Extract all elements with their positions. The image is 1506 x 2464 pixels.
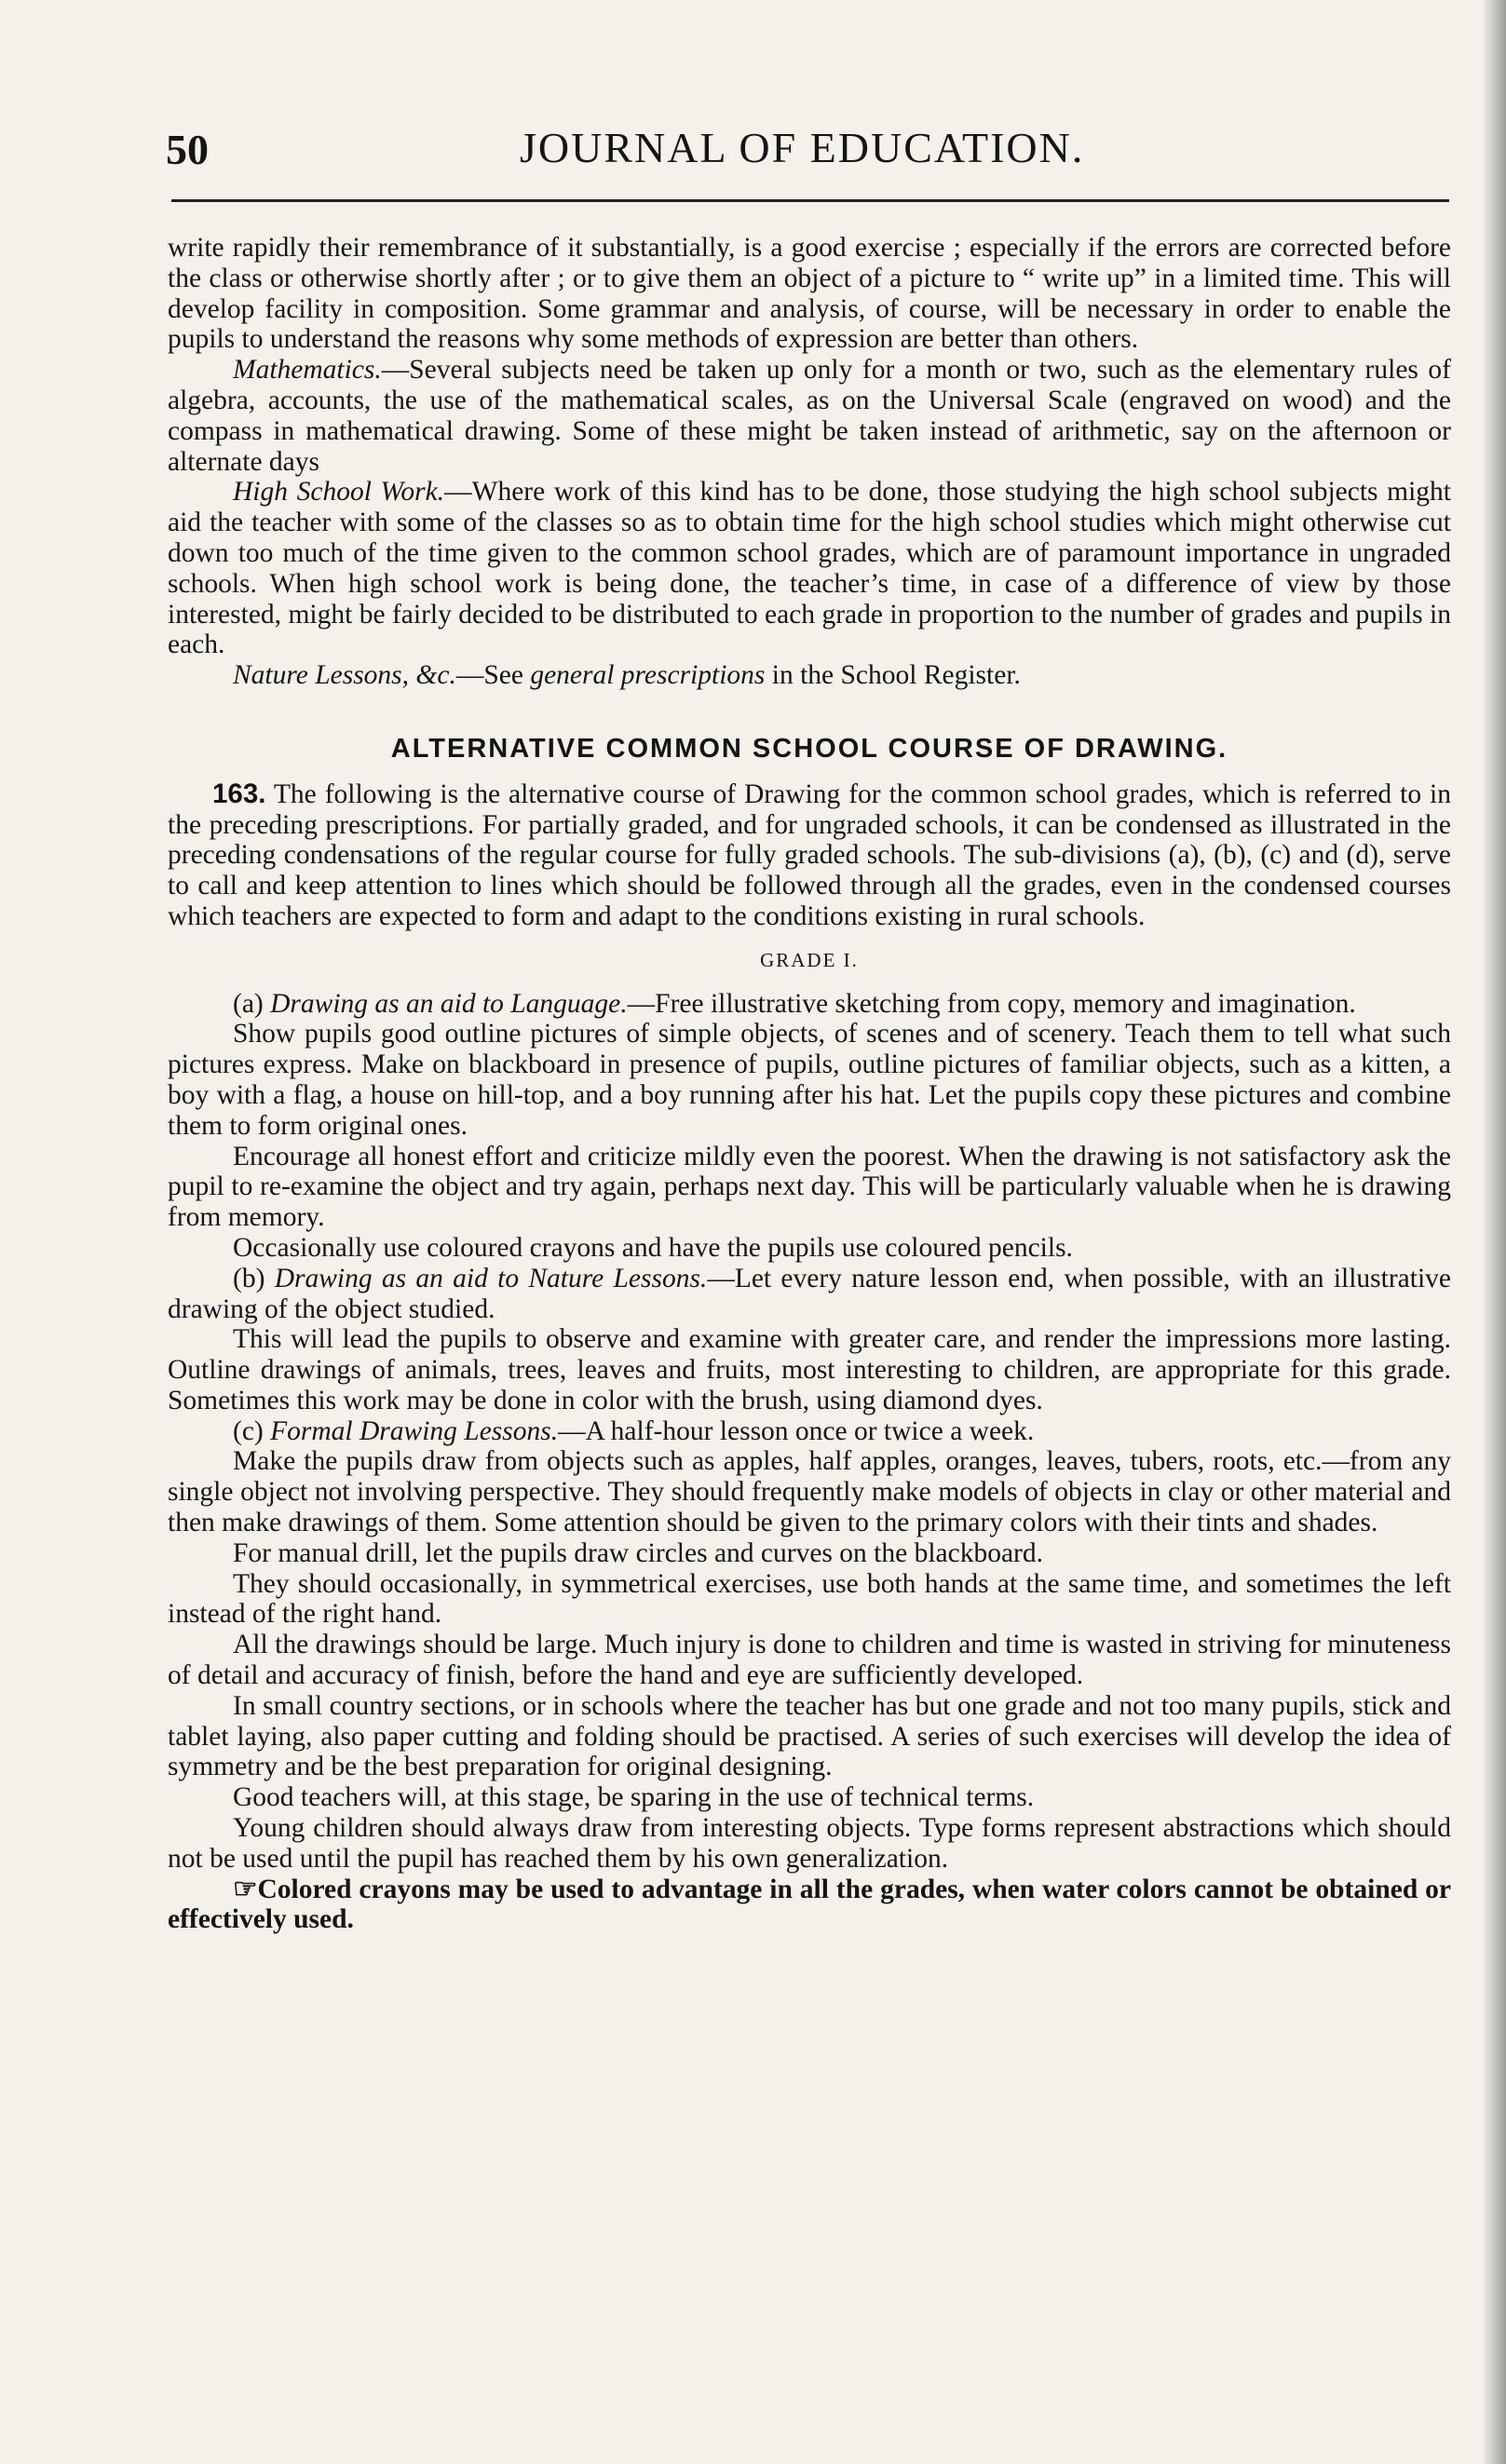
- paragraph-c-6: Good teachers will, at this stage, be sparing in the use of technical terms.: [233, 1782, 1035, 1813]
- subsection-c-label: (c): [233, 1415, 271, 1446]
- nature-lessons-label: Nature Lessons, &c.: [233, 660, 456, 691]
- paragraph-c-1: Make the pupils draw from objects such as apples, half apples, oranges, leaves, tubers, roots, etc.—from any single object not involving perspective. They should frequently make models of objects in clay or other material and then make drawings of them. Some attention should be given to the primary colors with their tints and shades.: [168, 1446, 1451, 1538]
- paragraph-c-4: All the drawings should be large. Much injury is done to children and time is wasted in striving for minuteness of detail and accuracy of finish, before the hand and eye are sufficiently developed.: [168, 1630, 1451, 1691]
- mathematics-label: Mathematics.: [233, 355, 382, 386]
- section-heading: ALTERNATIVE COMMON SCHOOL COURSE OF DRAWING.: [390, 733, 1228, 764]
- paragraph-a-3: Occasionally use coloured crayons and have the pupils use coloured pencils.: [233, 1232, 1073, 1263]
- page-number: 50: [166, 126, 209, 173]
- subsection-c-heading: [168, 1416, 1451, 1447]
- paragraph-c-3: They should occasionally, in symmetrical exercises, use both hands at the same time, and sometimes the left instead of the right hand.: [168, 1568, 1451, 1630]
- subsection-a-heading: [168, 989, 1451, 1020]
- paragraph-mathematics: [168, 355, 1451, 477]
- page-edge-shadow: [1482, 0, 1506, 2464]
- page-header: [166, 119, 1451, 175]
- paragraph-high-school: [168, 477, 1451, 660]
- crayon-note-text: Colored crayons may be used to advantage in all the grades, when water colors cannot be obtained or effectively used.: [168, 1874, 1451, 1935]
- paragraph-a-1: Show pupils good outline pictures of simple objects, of scenes and of scenery. Teach them to tell what such pictures express. Make on blackboard in presence of pupils, outline pictures of familiar objects, such as a kitten, a boy with a flag, a house on hill-top, and a boy running after his hat. Let the pupils copy these pictures and combine them to form original ones.: [168, 1019, 1451, 1141]
- subsection-a-label: (a): [233, 988, 271, 1019]
- subsection-c-text: —A half-hour lesson once or twice a week.: [558, 1415, 1035, 1446]
- subsection-a-text: —Free illustrative sketching from copy, memory and imagination.: [627, 988, 1356, 1019]
- mathematics-text: —Several subjects need be taken up only for a month or two, such as the elementary rules of algebra, accounts, the use of the mathematical scales, as on the Universal Scale (engraved on wood) and the compass in mathematical drawing. Some of these might be taken instead of arithmetic, say on the afternoon or alternate days: [168, 355, 1451, 477]
- paragraph-b-1: This will lead the pupils to observe and examine with greater care, and render the impressions more lasting. Outline drawings of animals, trees, leaves and fruits, most interesting to children, are appropriate for this grade. Sometimes this work may be done in color with the brush, using diamond dyes.: [168, 1324, 1451, 1415]
- paragraph-section-intro: [168, 779, 1451, 932]
- pointing-hand-icon: ☞: [233, 1874, 258, 1904]
- paragraph-c-5: In small country sections, or in schools where the teacher has but one grade and not too many pupils, stick and tablet laying, also paper cutting and folding should be practised. A series of such exercises will develop the idea of symmetry and be the best preparation for original designing.: [168, 1690, 1451, 1782]
- running-title: JOURNAL OF EDUCATION.: [520, 124, 1085, 171]
- subsection-b-label: (b): [233, 1263, 275, 1293]
- section-number: 163.: [212, 778, 266, 809]
- header-rule: [171, 199, 1449, 202]
- subsection-b-text: —Let every nature lesson end, when possible, with an illustrative drawing of the object studied.: [168, 1263, 1451, 1324]
- page-body: [168, 233, 1451, 1935]
- grade-heading: GRADE I.: [760, 948, 859, 971]
- paragraph-nature-lessons: [168, 660, 1451, 691]
- subsection-c-title: Formal Drawing Lessons.: [270, 1415, 559, 1446]
- section-intro-text: The following is the alternative course of Drawing for the common school grades, which is referred to in the preceding prescriptions. For partially graded, and for ungraded schools, it can be condensed as illustrated in the preceding condensations of the regular course for fully graded schools. The sub-divisions (a), (b), (c) and (d), serve to call and keep attention to lines which should be followed through all the grades, even in the condensed courses which teachers are expected to form and adapt to the conditions existing in rural schools.: [168, 778, 1451, 931]
- paragraph-c-7: Young children should always draw from interesting objects. Type forms represent abstractions which should not be used until the pupil has reached them by his own generalization.: [168, 1813, 1451, 1874]
- nature-end: in the School Register.: [765, 660, 1021, 691]
- nature-reference: general prescriptions: [530, 660, 766, 691]
- high-school-text: —Where work of this kind has to be done, those studying the high school subjects might aid the teacher with some of the classes so as to obtain time for the high school studies which might otherwise cut down too much of the time given to the common school grades, which are of paramount importance in ungraded schools. When high school work is being done, the teacher’s time, in case of a difference of view by those interested, might be fairly decided to be distributed to each grade in proportion to the number of grades and pupils in each.: [168, 477, 1451, 660]
- subsection-b-title: Drawing as an aid to Nature Lessons.: [274, 1263, 708, 1293]
- subsection-a-title: Drawing as an aid to Language.: [270, 988, 628, 1019]
- nature-see: —See: [455, 660, 531, 691]
- subsection-b-heading: [168, 1264, 1451, 1325]
- paragraph-c-2: For manual drill, let the pupils draw circles and curves on the blackboard.: [233, 1537, 1043, 1568]
- paragraph-composition: write rapidly their remembrance of it substantially, is a good exercise ; especially if the errors are corrected before the class or otherwise shortly after ; or to give them an object of a picture to “ write up” in a limited time. This will develop facility in composition. Some grammar and analysis, of course, will be necessary in order to enable the pupils to understand the reasons why some methods of expression are better than others.: [168, 233, 1451, 355]
- high-school-label: High School Work.: [233, 477, 445, 508]
- paragraph-crayon-note: [168, 1875, 1451, 1936]
- paragraph-a-2: Encourage all honest effort and criticize mildly even the poorest. When the drawing is not satisfactory ask the pupil to re-examine the object and try again, perhaps next day. This will be particularly valuable when he is drawing from memory.: [168, 1141, 1451, 1233]
